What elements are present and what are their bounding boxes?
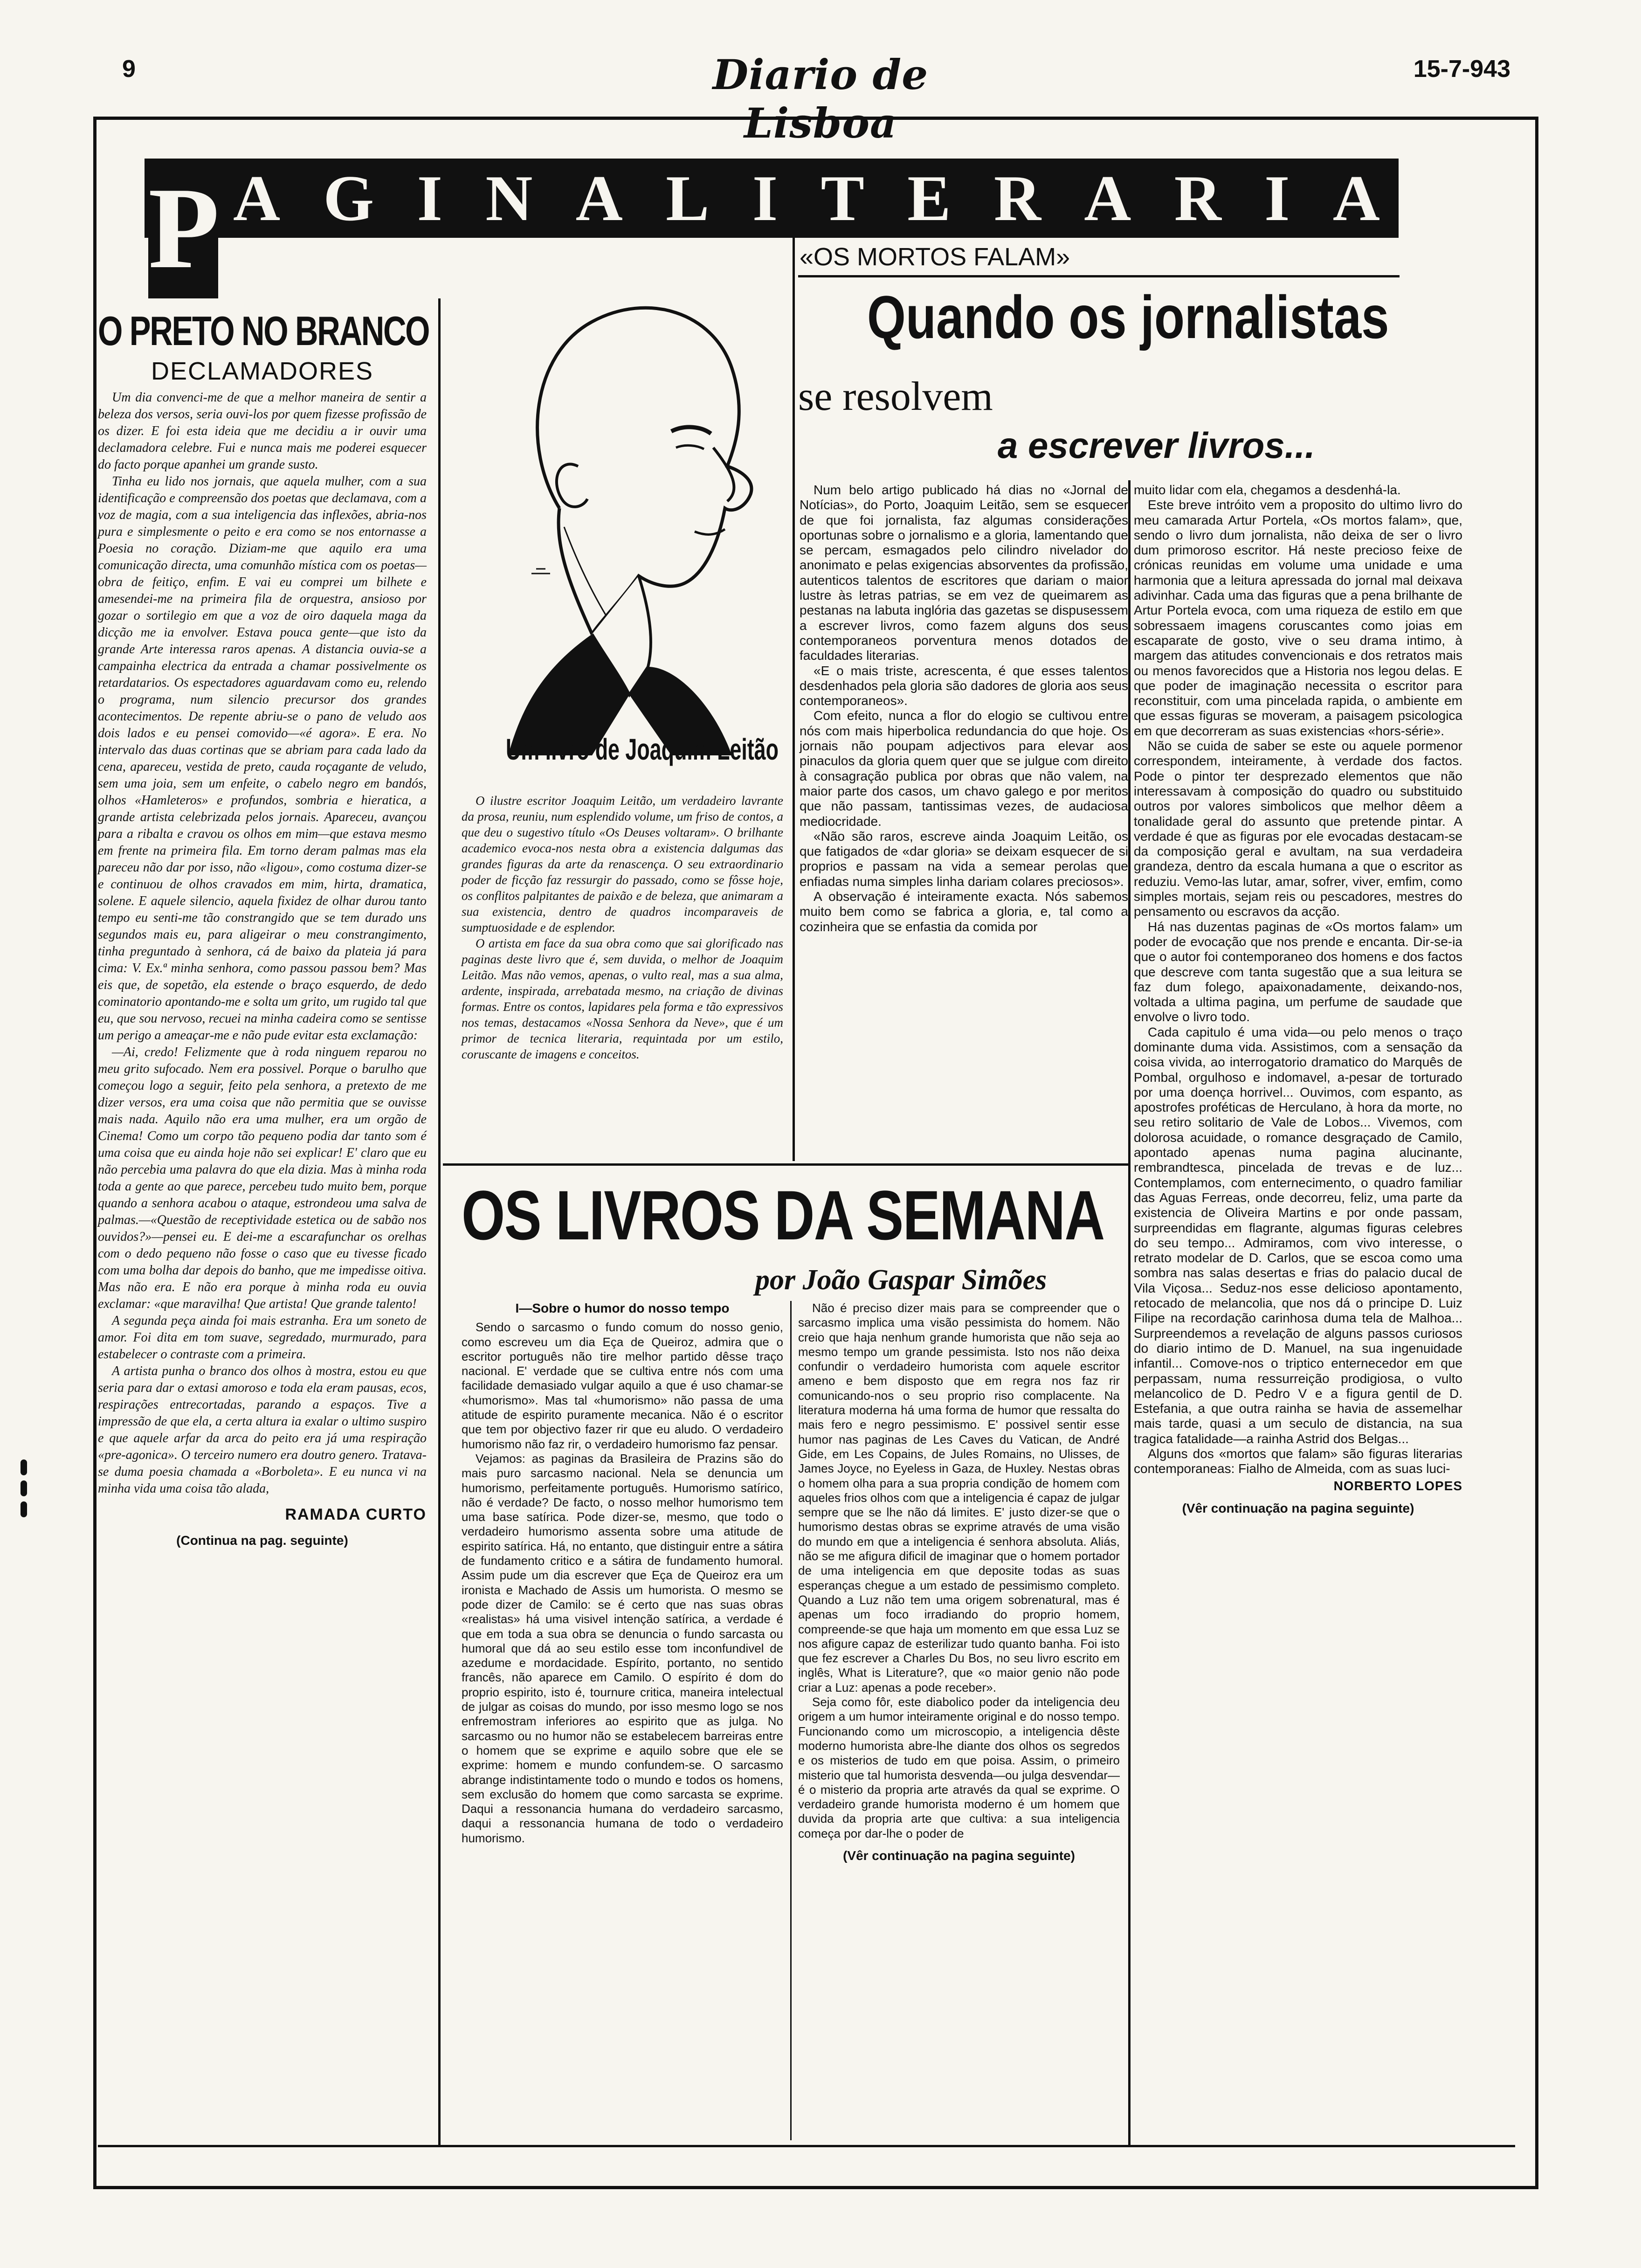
portrait-title: Um livro de Joaquim Leitão <box>506 733 779 766</box>
article-paragraph: Não se cuida de saber se este ou aquele pormenor correspondem, inteiramente, à verdade dos factos. Pode o pintor ter desprezado elementos que não interessavam à composição do quadro ou substituido outros por valores simbolicos que melhor dêem a tonalidade geral do assunto que pretende pintar. A verdade é que as figuras por ele evocadas destacam-se da composição geral e avultam, na sua verdadeira grandeza, dentro da escala humana a que o escritor as reduziu. Vemo-las lutar, amar, sofrer, viver, emfim, como simples mortais, sejam reis ou pescadores, mestres do pensamento ou escravos da acção. <box>1134 739 1462 919</box>
column-paragraph: A segunda peça ainda foi mais estranha. Era um soneto de amor. Foi dita em tom suave, segredado, murmurado, para estabelecer o contraste com a primeira. <box>98 1314 427 1362</box>
article-kicker: «OS MORTOS FALAM» <box>800 243 1070 271</box>
books-paragraph: Vejamos: as paginas da Brasileira de Prazins são do mais puro sarcasmo nacional. Nela se denuncia um humorismo, perfeitamente português. Humorismo satírico, não é verdade? De facto, o nosso melhor humorismo tem uma base satírica. Pode dizer-se, mesmo, que todo o verdadeiro humorismo assenta sobre uma atitude de espirito satírica. Há, no entanto, que distinguir entre a sátira de fundamento critico e a sátira de fundamento humoral. Assim pude um dia escrever que Eça de Queiroz era um ironista e Machado de Assis um humorista. O mesmo se pode dizer de Camilo: se é certo que nas suas obras «realistas» há uma visivel intenção satírica, a verdade é que em toda a sua obra se denuncia o fundo sarcasta ou humoral que dá ao seu estilo esse tom inconfundivel de azedume e mordacidade. Espírito, portanto, no sentido francês, não aparece em Camilo. O espírito é dom do proprio espirito, isto é, tournure critica, maneira intelectual de julgar as coisas do mundo, por isso mesmo logo se nos enfremostram inferiores ao espirito que as julga. No sarcasmo ou no humor não se estabelecem barreiras entre o homem que se exprime e aquilo sobre que ele se exprime: homem e mundo confundem-se. O sarcasmo abrange indistintamente todo o mundo e todos os homens, sem exclusão do homem que como sarcasta se exprime. Daqui a ressonancia humana do verdadeiro sarcasmo, daqui a ressonancia humana de todo o verdadeiro humorismo. <box>462 1451 783 1845</box>
banner-letter: I <box>417 162 443 235</box>
article-paragraph: muito lidar com ela, chegamos a desdenhá-la. <box>1134 483 1401 497</box>
caption-paragraph: O ilustre escritor Joaquim Leitão, um verdadeiro lavrante da prosa, reuniu, num esplendido volume, um friso de contos, a que deu o sugestivo título «Os Deuses voltaram». O brilhante academico evoca-nos nesta obra a existencia dalgumas das grandes figuras da arte da renascença. O seu extraordinario poder de ficção faz ressurgir do passado, como se fôsse hoje, os conflitos palpitantes de paixão e de beleza, que animaram a sua existencia, dentro de quadros incomparaveis de sumptuosidade e de esplendor. <box>462 794 783 934</box>
margin-mark <box>21 1459 27 1475</box>
books-byline: por João Gaspar Simões <box>755 1264 1047 1296</box>
column-rule <box>438 298 441 2145</box>
banner-initial: P <box>148 159 218 298</box>
column-paragraph: —Ai, credo! Felizmente que à roda ninguem reparou no meu grito sufocado. Nem era possivel. Porque o barulho que começou logo a seguir, feito pela senhora, a pretexto de me dizer versos, era uma coisa que não permitia que se ouvisse mais nada. Aquilo não era uma mulher, era um orgão de Cinema! Como um corpo tão pequeno podia dar tanto som é uma coisa que eu ainda hoje não sei explicar! E' claro que eu não percebia uma palavra do que ela dizia. Mas à minha roda toda a gente ao que parece, percebeu tudo muito bem, porque quando a senhora acabou o ataque, estrondeou uma salva de palmas.—«Questão de receptividade estetica ou de sabão nos ouvidos?»—pensei eu. E dei-me a escarafunchar os orelhas com o dedo pequeno não fosse o caso que eu tivesse ficado com uma bolha dar depois do banho, que me impedisse oitiva. Mas não era. E não era porque à minha roda eu ouvia exclamar: «que maravilha! Que artista! Que grande talento! <box>98 1045 427 1311</box>
column-rule <box>1128 480 1131 2145</box>
portrait-head <box>538 308 752 634</box>
banner-letter: T <box>820 162 864 235</box>
article-paragraph: A observação é inteiramente exacta. Nós sabemos muito bem como se fabrica a gloria, e, tal como a cozinheira que se enfastia da comida por <box>800 889 1128 934</box>
column-body <box>98 389 427 1497</box>
banner-letter: E <box>907 162 951 235</box>
banner-letter: A <box>1084 162 1131 235</box>
article-paragraph: Num belo artigo publicado há dias no «Jornal de Notícias», do Porto, Joaquim Leitão, sem se esquecer de que foi jornalista, faz algumas considerações oportunas sobre o jornalismo e a gloria, lamentando que se percam, esmagados pelo cilindro nivelador do anonimato e pelas exigencias absorventes da profissão, autenticos talentos de escritores que dariam o maior lustre às letras patrias, se em vez de queimarem as pestanas na labuta inglória das gazetas se dispusessem a escrever livros, como fazem alguns dos seus contemporaneos porventura menos dotados de faculdades literarias. <box>800 483 1128 663</box>
caption-paragraph: O artista em face da sua obra como que sai glorificado nas paginas deste livro que é, sem duvida, o melhor de Joaquim Leitão. Mas não vemos, apenas, o vulto real, mas a sua alma, ardente, inspirada, arrebatada mesmo, na criação de divinas formas. Entre os contos, lapidares pela forma e tão expressivos nos temas, destacamos «Nossa Senhora da Neve», que é um primor de tecnica literaria, requintada por um estilo, coruscante de imagens e conceitos. <box>462 936 783 1061</box>
article-continuation: (Vêr continuação na pagina seguinte) <box>1182 1500 1414 1515</box>
books-section-heading: I—Sobre o humor do nosso tempo <box>515 1301 730 1315</box>
issue-date: 15-7-943 <box>1413 55 1510 83</box>
column-continuation: (Continua na pag. seguinte) <box>176 1533 348 1548</box>
article-paragraph: «E o mais triste, acrescenta, é que esses talentos desdenhados pela gloria são dadores de gloria aos seus contemporaneos». <box>800 663 1128 708</box>
portrait-caption <box>462 793 783 1062</box>
column-rule <box>793 238 795 1161</box>
column-subtitle: DECLAMADORES <box>151 357 374 385</box>
margin-mark <box>21 1480 27 1496</box>
article-paragraph: Há nas duzentas paginas de «Os mortos falam» um poder de evocação que nos prende e encanta. Dir-se-ia que o autor foi contemporaneo dos homens e dos factos que descreve com tanta sugestão que a sua leitura se faz dum folego, apaixonadamente, deixando-nos, voltada a ultima pagina, um perfume de saudade que envolve o livro todo. <box>1134 919 1462 1024</box>
article-column-a <box>800 483 1128 934</box>
article-headline-line3: a escrever livros... <box>998 425 1315 466</box>
banner-letter: G <box>323 162 374 235</box>
banner-letter: N <box>485 162 533 235</box>
books-column-d <box>798 1301 1120 1863</box>
article-headline-line2: se resolvem <box>798 374 993 419</box>
column-rule <box>790 1301 792 2140</box>
article-signature: NORBERTO LOPES <box>1333 1478 1462 1493</box>
banner-letter: I <box>1264 162 1290 235</box>
banner-letter: R <box>993 162 1041 235</box>
article-column-b <box>1134 483 1462 1516</box>
column-paragraph: Tinha eu lido nos jornais, que aquela mulher, com a sua identificação e compreensão dos poetas que declamava, com a voz de magia, com a sua inteligencia das inflexões, abria-nos pura e simplesmente o peito e era como se nos entornasse a Poesia no coração. Diziam-me que aquilo era uma comunicação directa, uma comunhão mística com os poetas—obra de feitiço, enfim. E vai eu comprei um bilhete e amesendei-me na primeira fila de orquestra, ansioso por gozar o sortilegio em que a voz de oiro daquela maga da dicção me ia envolver. Estava pouca gente—que isto da grande Arte interessa raros apenas. A distancia ouvia-se a campainha electrica da entrada a chamar possivelmente os retardatarios. Os espectadores aguardavam como eu, relendo o programa, num silencio precursor dos grandes acontecimentos. De repente abriu-se o pano de veludo aos dois lados e eu pensei comovido—«é agora». E era. No intervalo das duas cortinas que se abriam para cada lado da cena, apareceu, vestida de preto, cauda roçagante de veludo, sem uma joia, sem um enfeite, o cabelo negro em bandós, olhos «Hamleteros» e profundos, sombria e hieratica, a grande artista celebrizada pelos jornais. Apareceu, avançou para a ribalta e cravou os olhos em mim—que estava mesmo em frente na primeira fila. Em torno deram palmas mas ela pareceu não dar por isso, não «ligou», como costuma dizer-se e continuou de olhos cravados em mim, hirta, dramatica, solene. E aquele silencio, aquela fixidez de olhar durou tanto tempo eu senti-me tão constrangido que se tem durado uns segundos mais eu, para aligeirar o meu constrangimento, tinha preguntado à senhora, cá de baixo da plateia já para cima: V. Ex.ª minha senhora, como passou passou bem? Mas eis que, de sopetão, ela estende o braço esquerdo, de dedo cominatorio apontando-me e solta um grito, um rugido tal que eu, que sou nervoso, recuei na minha cadeira como se sentisse um perigo a ameaçar-me e não pude evitar esta exclamação: <box>98 474 427 1043</box>
banner-letter: A <box>575 162 623 235</box>
column-paragraph: Um dia convenci-me de que a melhor maneira de sentir a beleza dos versos, seria ouvi-los por quem fizesse profissão de os dizer. E foi esta ideia que me decidiu a ir ouvir uma declamadora celebre. Fui e nunca mais me poderei esquecer do facto porque apanhei um grande susto. <box>98 390 427 472</box>
margin-mark <box>21 1501 27 1517</box>
books-paragraph: Seja como fôr, este diabolico poder da inteligencia deu origem a um humor inteiramente original e do nosso tempo. Funcionando como um microscopio, a inteligencia dêste moderno humorista abre-lhe diante dos olhos os segredos e os misterios de tudo em que poisa. Assim, o primeiro misterio que tal humorista desvenda—ou julga desvendar—é o misterio da propria arte através da qual se exprime. O verdadeiro grande humorista moderno é um homem que duvida da propria arte que cultiva: a sua inteligencia começa por dar-lhe o poder de <box>798 1695 1120 1840</box>
section-rule <box>443 1163 1128 1166</box>
column-title: O PRETO NO BRANCO <box>98 308 429 354</box>
article-headline: Quando os jornalistas <box>867 283 1389 351</box>
banner-letter: L <box>666 162 710 235</box>
banner-letter: I <box>752 162 778 235</box>
article-paragraph: Alguns dos «mortos que falam» são figuras literarias contemporaneas: Fialho de Almeida, com as suas luci- <box>1134 1446 1462 1476</box>
article-paragraph: Com efeito, nunca a flor do elogio se cultivou entre nós com mais hiperbolica redundancia do que hoje. Os jornais não poupam adjectivos para elevar aos pinaculos da gloria quem quer que se julgue com direito à consagração publica por obras que não valem, na maior parte dos casos, um chavo galego e por meritos que não passam, tantissimas vezes, de audaciosa mediocridade. <box>800 708 1128 829</box>
page-number: 9 <box>122 55 136 83</box>
article-paragraph: «Não são raros, escreve ainda Joaquim Leitão, os que fatigados de «dar gloria» se deixam esquecer de si proprios e passam na vida a semear perolas que enfiadas numa simples linha dariam colares preciosos». <box>800 829 1128 889</box>
banner-letter: A <box>233 162 281 235</box>
books-paragraph: Sendo o sarcasmo o fundo comum do nosso genio, como escreveu um dia Eça de Queiroz, admira que o escritor português não tire melhor partido dêsse traço nacional. E' verdade que se cultiva entre nós com uma facilidade demasiado vulgar aquilo a que é uso chamar-se «humorismo». Mas tal «humorismo» não passa de uma atitude de espirito puramente mecanica. Não é o escritor que tem por objectivo fazer rir que eu aludo. O verdadeiro humorismo não faz rir, o verdadeiro humorismo faz pensar. <box>462 1320 783 1451</box>
portrait-caricature <box>452 247 788 760</box>
section-rule <box>98 2145 1515 2147</box>
article-paragraph: Cada capitulo é uma vida—ou pelo menos o traço dominante duma vida. Assistimos, com a sensação da coisa vivida, ao interrogatorio dramatico do Marquês de Pombal, orgulhoso e indomavel, a-pesar de torturado por uma doença horrivel... Ouvimos, com espanto, as apostrofes proféticas de Herculano, à hora da morte, no seu retiro solitario de Vale de Lobos... Vivemos, com dolorosa acuidade, o romance desgraçado de Camilo, apontado apenas numa pagina alucinante, rembrandtesca, pincelada de trevas e de luz... Contemplamos, com enternecimento, o quadro familiar das Aguas Ferreas, onde decorreu, feliz, uma parte da existencia de Oliveira Martins e por onde passam, surpreendidas em flagrante, algumas figuras celebres do seu tempo... Admiramos, com vivo interesse, o retrato modelar de D. Carlos, que se escoa como uma sombra nas salas desertas e frias do palacio ducal de Vila Viçosa... Seduz-nos esse delicioso apontamento, retocado de melancolia, que nos dá o principe D. Luiz Filipe na recordação carinhosa duma tela de Malhoa... Surpreendemos a revelação de alguns passos curiosos do diario intimo de D. Manuel, na sua ingenuidade infantil... Comove-nos o triptico enternecedor em que perpassam, numa ressurreição prodigiosa, o vulto melancolico de D. Pedro V e a figura gentil de D. Estefania, a que outra rainha se havia de assemelhar mais tarde, quasi a um seculo de distancia, na sua tragica fatalidade—a rainha Astrid dos Belgas... <box>1134 1024 1462 1446</box>
books-continuation: (Vêr continuação na pagina seguinte) <box>843 1848 1075 1863</box>
banner-letter: A <box>1332 162 1380 235</box>
section-rule <box>798 275 1400 277</box>
column-signature: RAMADA CURTO <box>285 1506 427 1523</box>
masthead-title: Diario de Lisboa <box>712 50 929 147</box>
banner-letters <box>219 161 1394 235</box>
books-section-title: OS LIVROS DA SEMANA <box>462 1176 1104 1254</box>
books-paragraph: Não é preciso dizer mais para se compreender que o sarcasmo implica uma visão pessimista do homem. Não creio que haja nenhum grande humorista que não seja ao mesmo tempo um grande pessimista. Isto nos não deixa confundir o verdadeiro humorista com aquele escritor ameno e bem disposto que em regra nos faz rir comunicando-nos o seu proprio riso complacente. Na literatura moderna há uma forma de humor que ressalta do mais fero e negro pessimismo. E' possivel sentir esse humor nas paginas de Les Caves du Vatican, de André Gide, em Les Copains, de Jules Romains, no Ulisses, de James Joyce, no Eyeless in Gaza, de Huxley. Nestas obras o homem olha para a sua propria condição de homem com aqueles frios olhos com que a inteligencia é capaz de julgar sempre que se lhe não dá limites. E' justo dizer-se que o humorismo destas obras se exprime através de uma visão do mundo em que a inteligencia é senhora absoluta. Aliás, não se me afigura dificil de imaginar que o homem portador de uma inteligencia em que deposite todas as suas esperanças chegue a um estado de pessimismo completo. Quando a Luz não tem uma origem sobrenatural, mas é apenas um foco irradiando do proprio homem, compreende-se que haja um momento em que essa Luz se nos afigure capaz de esterilizar tudo quanto banha. Foi isto que fez escrever a Charles Du Bos, no seu livro escrito em inglês, What is Literature?, que «o maior genio não pode criar a Luz: apenas a pode receber». <box>798 1301 1120 1694</box>
banner-letter: R <box>1174 162 1221 235</box>
column-paragraph: A artista punha o branco dos olhos à mostra, estou eu que seria para dar o extasi amoroso e toda ela eram pausas, ecos, respirações entrecortadas, parando a espaços. Tive a impressão de que ela, a certa altura ia exalar o ultimo suspiro e que aquele arfar da arca do peito era já uma respiração «pre-agonica». O terceiro numero era doutro genero. Tratava-se duma poesia chamada a «Borboleta». E eu nunca vi na minha vida uma coisa tão alada, <box>98 1364 427 1496</box>
books-column-c <box>462 1301 783 1846</box>
column-o-preto-no-branco <box>98 308 427 1548</box>
article-paragraph: Este breve intróito vem a proposito do ultimo livro do meu camarada Artur Portela, «Os mortos falam», que, sendo o livro dum jornalista, não deixa de ser o livro dum primoroso escritor. Há neste precioso feixe de crónicas reunidas em volume uma unidade e uma harmonia que a leitura apressada do jornal mal deixava adivinhar. Cada uma das figuras que a pena brilhante de Artur Portela evoca, com uma riqueza de estilo em que sobressaem imagens coruscantes como joias em escaparate de gosto, vive o seu drama intimo, à margem das atitudes convencionais e dos retratos mais ou menos favorecidos que a Historia nos legou delas. E que poder de imaginação necessita o escritor para reconstituir, com uma pincelada rapida, o ambiente em que essas figuras se moveram, a paisagem psicologica em que decorreram as suas existencias «hors-série». <box>1134 498 1462 738</box>
